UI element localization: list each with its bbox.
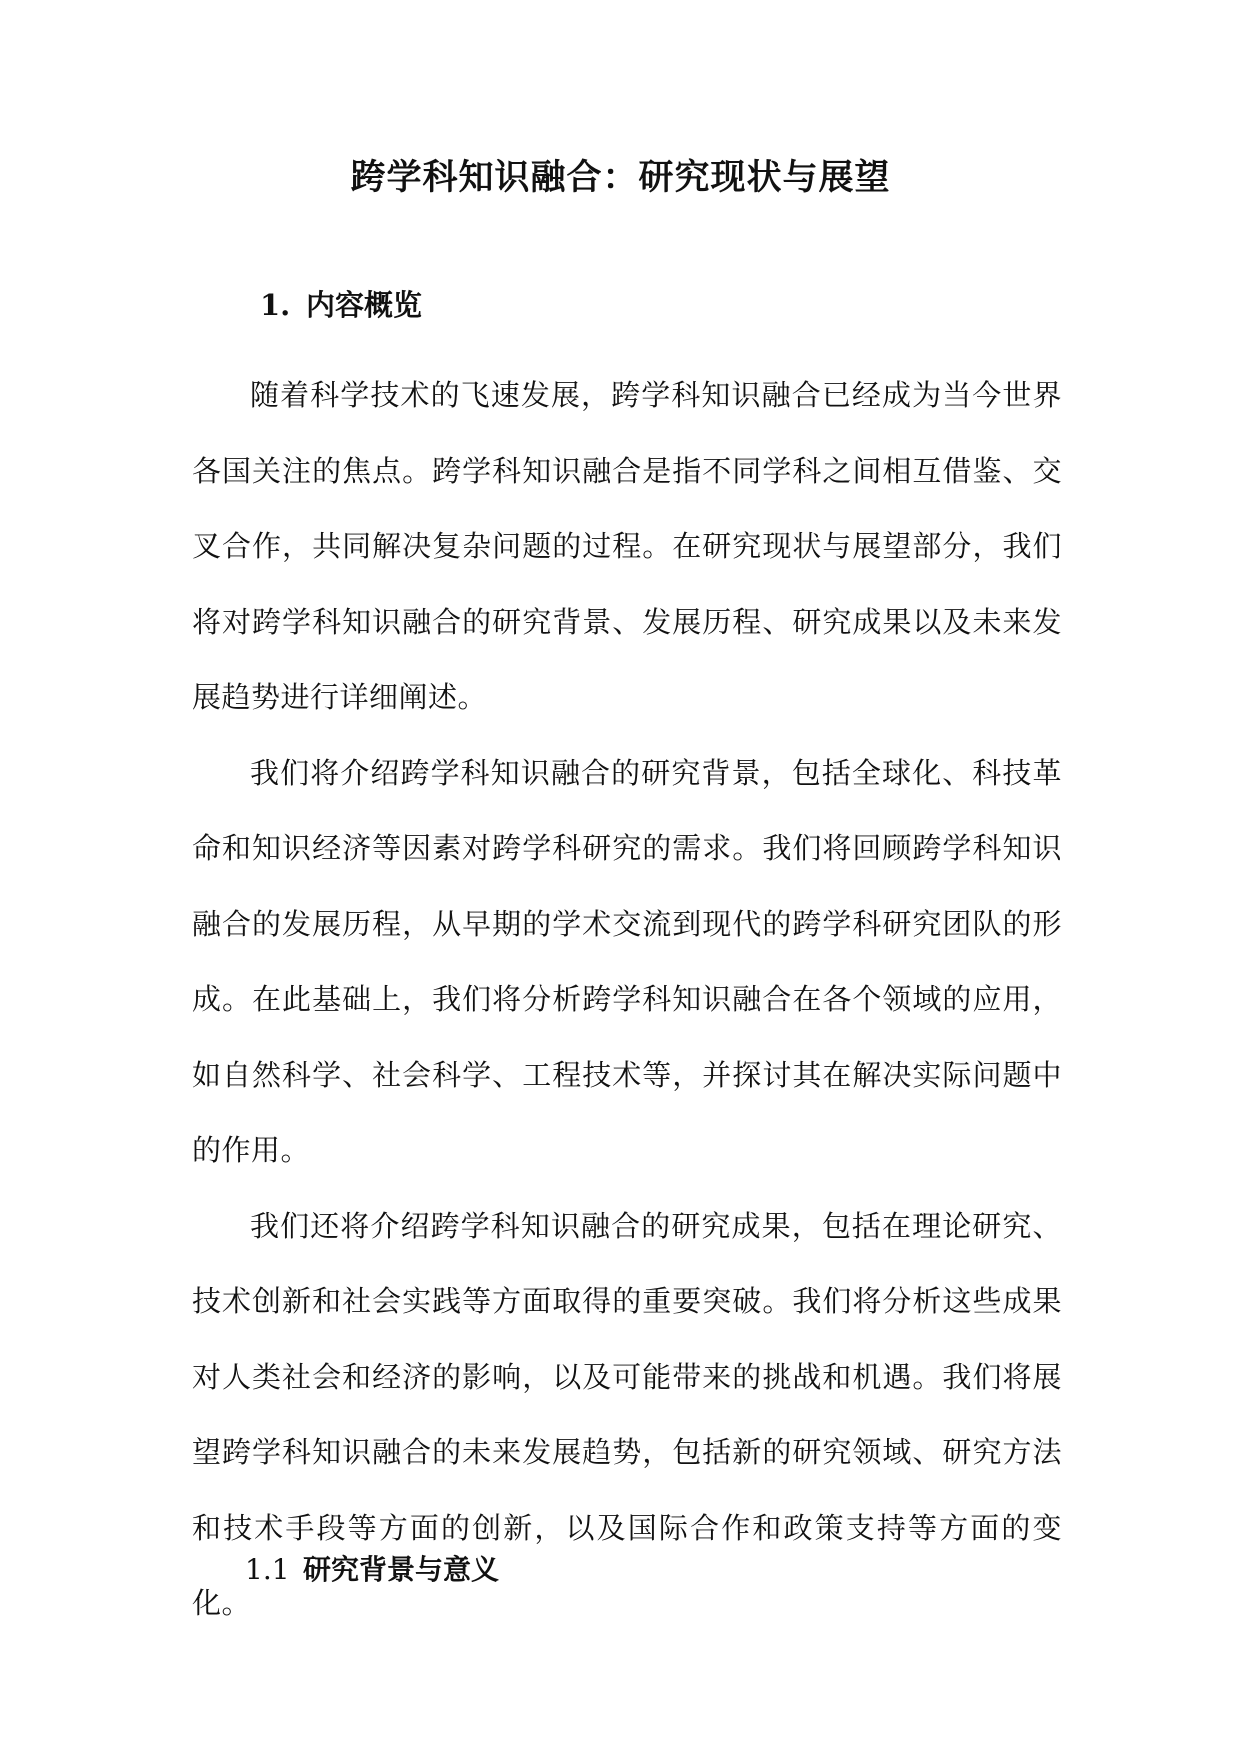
section-heading-1 — [260, 282, 422, 328]
subsection-title: 研究背景与意义 — [303, 1553, 500, 1586]
paragraph: 我们将介绍跨学科知识融合的研究背景，包括全球化、科技革命和知识经济等因素对跨学科研究的需求。我们将回顾跨学科知识融合的发展历程，从早期的学术交流到现代的跨学科研究团队的形成。在此基础上，我们将分析跨学科知识融合在各个领域的应用，如自然科学、社会科学、工程技术等，并探讨其在解决实际问题中的作用。 — [192, 755, 1062, 1167]
subsection-number: 1.1 — [245, 1553, 290, 1586]
section-title: 内容概览 — [306, 288, 423, 322]
body-text — [192, 358, 1062, 1642]
document-title: 跨学科知识融合：研究现状与展望 — [350, 157, 891, 198]
section-number: 1. — [260, 288, 291, 322]
paragraph: 随着科学技术的飞速发展，跨学科知识融合已经成为当今世界各国关注的焦点。跨学科知识融合是指不同学科之间相互借鉴、交叉合作，共同解决复杂问题的过程。在研究现状与展望部分，我们将对跨学科知识融合的研究背景、发展历程、研究成果以及未来发展趋势进行详细阐述。 — [192, 378, 1062, 714]
paragraph: 我们还将介绍跨学科知识融合的研究成果，包括在理论研究、技术创新和社会实践等方面取得的重要突破。我们将分析这些成果对人类社会和经济的影响，以及可能带来的挑战和机遇。我们将展望跨学科知识融合的未来发展趋势，包括新的研究领域、研究方法和技术手段等方面的创新，以及国际合作和政策支持等方面的变化。 — [192, 1208, 1062, 1620]
subsection-heading-1-1 — [245, 1548, 499, 1592]
